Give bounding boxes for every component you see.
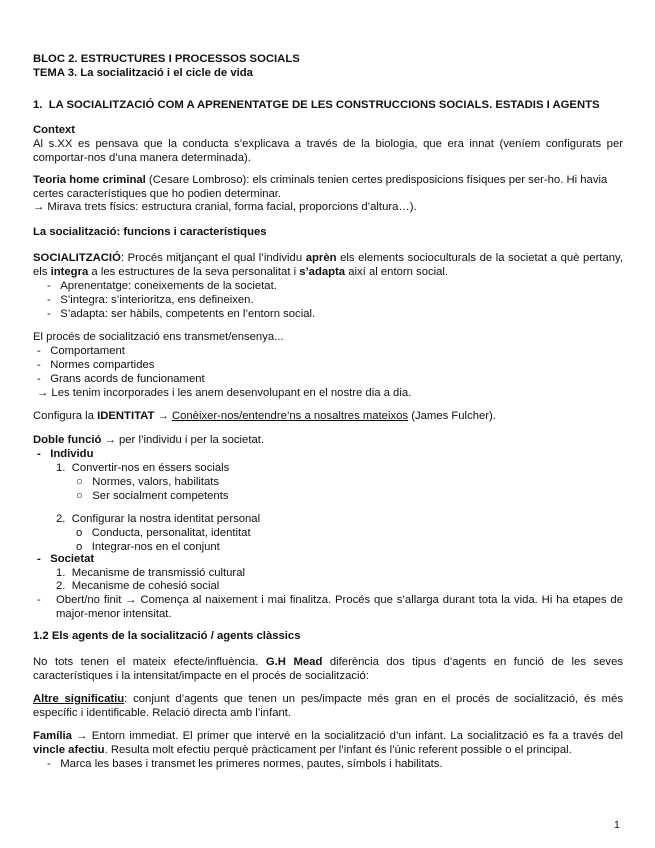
numbered-item-text: Mecanisme de cohesió social [71, 580, 220, 592]
numbered-item-text: Convertir-nos en éssers socials [71, 462, 230, 474]
numbered-item-text: Mecanisme de transmissió cultural [71, 567, 245, 579]
individu-label: Individu [50, 448, 94, 460]
mead-term: G.H Mead [265, 656, 323, 668]
doble-line [33, 434, 623, 448]
numbered-item: 2. Configurar la nostra identitat personal [56, 513, 261, 525]
identitat-arrow: → [154, 410, 172, 422]
proces-arrow-line: → Les tenim incorporades i les anem desenvolupant en el nostre dia a dia. [37, 387, 412, 399]
section-1-title: LA SOCIALITZACIÓ COM A APRENENTATGE DE LES CONSTRUCCIONS SOCIALS. ESTADIS I AGENTS [48, 99, 600, 111]
socialitzacio-text: així al entorn social. [345, 265, 449, 278]
identitat-post: (James Fulcher). [408, 410, 496, 422]
obert-dash: - [37, 594, 41, 606]
list-item: - Marca les bases i transmet les primeres normes, pautes, símbols i habilitats. [47, 758, 443, 770]
list-item: - Grans acords de funcionament [37, 373, 205, 385]
teoria-arrow-line: → Mirava trets físics: estructura cranial, forma facial, proporcions d’altura…). [33, 201, 417, 214]
agents-text: diferència dos tipus d’agents en funció de les seves característiques i la intensitat/impacte en el procés de socialització: [33, 656, 623, 682]
list-item: - Comportament [37, 345, 125, 357]
societat-label: Societat [50, 553, 95, 565]
identitat-underlined: Conèixer-nos/entendre’ns a nosaltres mateixos [171, 410, 409, 422]
bloc-title: BLOC 2. ESTRUCTURES I PROCESSOS SOCIALS [33, 53, 300, 65]
list-item: - Normes compartides [37, 359, 155, 371]
keyword-adapta: s’adapta [299, 265, 346, 278]
keyword-integra: integra [50, 265, 89, 278]
doble-term: Doble funció [33, 434, 102, 446]
numbered-item: 1. Convertir-nos en éssers socials [56, 462, 230, 474]
individu-item: - Individu [37, 448, 94, 460]
list-item-text: S’adapta: ser hàbils, competents en l’entorn social. [60, 308, 316, 320]
teoria-term: Teoria home criminal [33, 174, 146, 186]
familia-text: → Entorn immediat. El primer que intervé en la socialització d’un infant. La socialització es fa a través del [71, 730, 623, 742]
section-1-heading [33, 99, 623, 113]
list-item: - S’integra: s’interioritza, ens defineixen. [47, 294, 254, 306]
sub-item: ○ Ser socialment competents [76, 490, 229, 502]
doble-rest: → per l’individu i per la societat. [101, 434, 265, 446]
context-paragraph: Al s.XX es pensava que la conducta s’explicava a través de la biologia, que era innat (veníem configurats per comportar-nos d’una manera determinada). [33, 138, 623, 164]
identitat-line [33, 410, 623, 424]
numbered-item-text: Configurar la nostra identitat personal [71, 513, 261, 525]
socialitzacio-text: : Procés mitjançant el qual l’individu [120, 252, 306, 264]
list-item: - Aprenentatge: coneixements de la societat. [47, 280, 277, 292]
sub-item: ○ Normes, valors, habilitats [76, 476, 220, 488]
sub-item-text: Normes, valors, habilitats [92, 476, 220, 488]
sub-item-text: Integrar-nos en el conjunt [91, 541, 220, 553]
sub-item-text: Conducta, personalitat, identitat [91, 527, 251, 539]
familia-paragraph [33, 730, 623, 757]
identitat-term: IDENTITAT [97, 410, 155, 422]
socialitzacio-text: a les estructures de la seva personalitat i [88, 265, 300, 278]
teoria-paragraph [33, 174, 623, 215]
list-item-text: Comportament [50, 345, 125, 357]
agents-paragraph [33, 656, 623, 683]
funcions-heading: La socialització: funcions i característiques [33, 226, 267, 238]
altre-term: Altre significatiu [33, 693, 125, 705]
list-item: - S’adapta: ser hàbils, competents en l’entorn social. [47, 308, 316, 320]
sub-item-text: Ser socialment competents [92, 490, 229, 502]
list-item-text: Grans acords de funcionament [50, 373, 205, 385]
tema-title: TEMA 3. La socialització i el cicle de vida [33, 67, 253, 79]
context-heading: Context [33, 124, 76, 136]
agents-text: No tots tenen el mateix efecte/influència. [33, 656, 266, 668]
obert-paragraph: Obert/no finit → Comença al naixement i mai finalitza. Procés que s’allarga durant tota la vida. Hi ha etapes de major-menor intensitat. [56, 594, 623, 620]
identitat-pre: Configura la [33, 410, 98, 422]
list-item-text: Aprenentatge: coneixements de la societat. [60, 280, 277, 292]
societat-item: - Societat [37, 553, 95, 565]
list-item-text: S’integra: s’interioritza, ens defineixen. [60, 294, 254, 306]
section-1-number: 1. [33, 99, 43, 111]
page-number: 1 [614, 819, 620, 831]
socialitzacio-text: els elements socioculturals de la societat a què pertany, els [33, 252, 623, 278]
sub-item: o Integrar-nos en el conjunt [76, 541, 220, 553]
socialitzacio-paragraph [33, 252, 623, 279]
sub-item: o Conducta, personalitat, identitat [76, 527, 251, 539]
altre-text: : conjunt d’agents que tenen un pes/impacte més gran en el procés de socialització, és més específic i identificable. Relació directa amb l’infant. [33, 693, 624, 719]
familia-text: . Resulta molt efectiu perquè pràcticament per l’infant és l’únic referent possible o el principal. [104, 743, 572, 756]
numbered-item: 2. Mecanisme de cohesió social [56, 580, 220, 592]
teoria-text: (Cesare Lombroso): els criminals tenien certes predisposicions físiques per ser-ho. Hi havia certes característiques que ho podien determinar. [33, 174, 608, 200]
list-item-text: Marca les bases i transmet les primeres normes, pautes, símbols i habilitats. [60, 758, 443, 770]
proces-intro: El procés de socialització ens transmet/ensenya... [33, 331, 284, 343]
list-item-text: Normes compartides [50, 359, 155, 371]
vincle-term: vincle afectiu [33, 743, 105, 756]
familia-term: Família [33, 730, 72, 742]
keyword-apren: aprèn [305, 252, 337, 264]
socialitzacio-term: SOCIALITZACIÓ [33, 252, 121, 264]
section-1-2-heading: 1.2 Els agents de la socialització / agents clàssics [33, 630, 301, 642]
altre-paragraph [33, 693, 623, 720]
numbered-item: 1. Mecanisme de transmissió cultural [56, 567, 245, 579]
